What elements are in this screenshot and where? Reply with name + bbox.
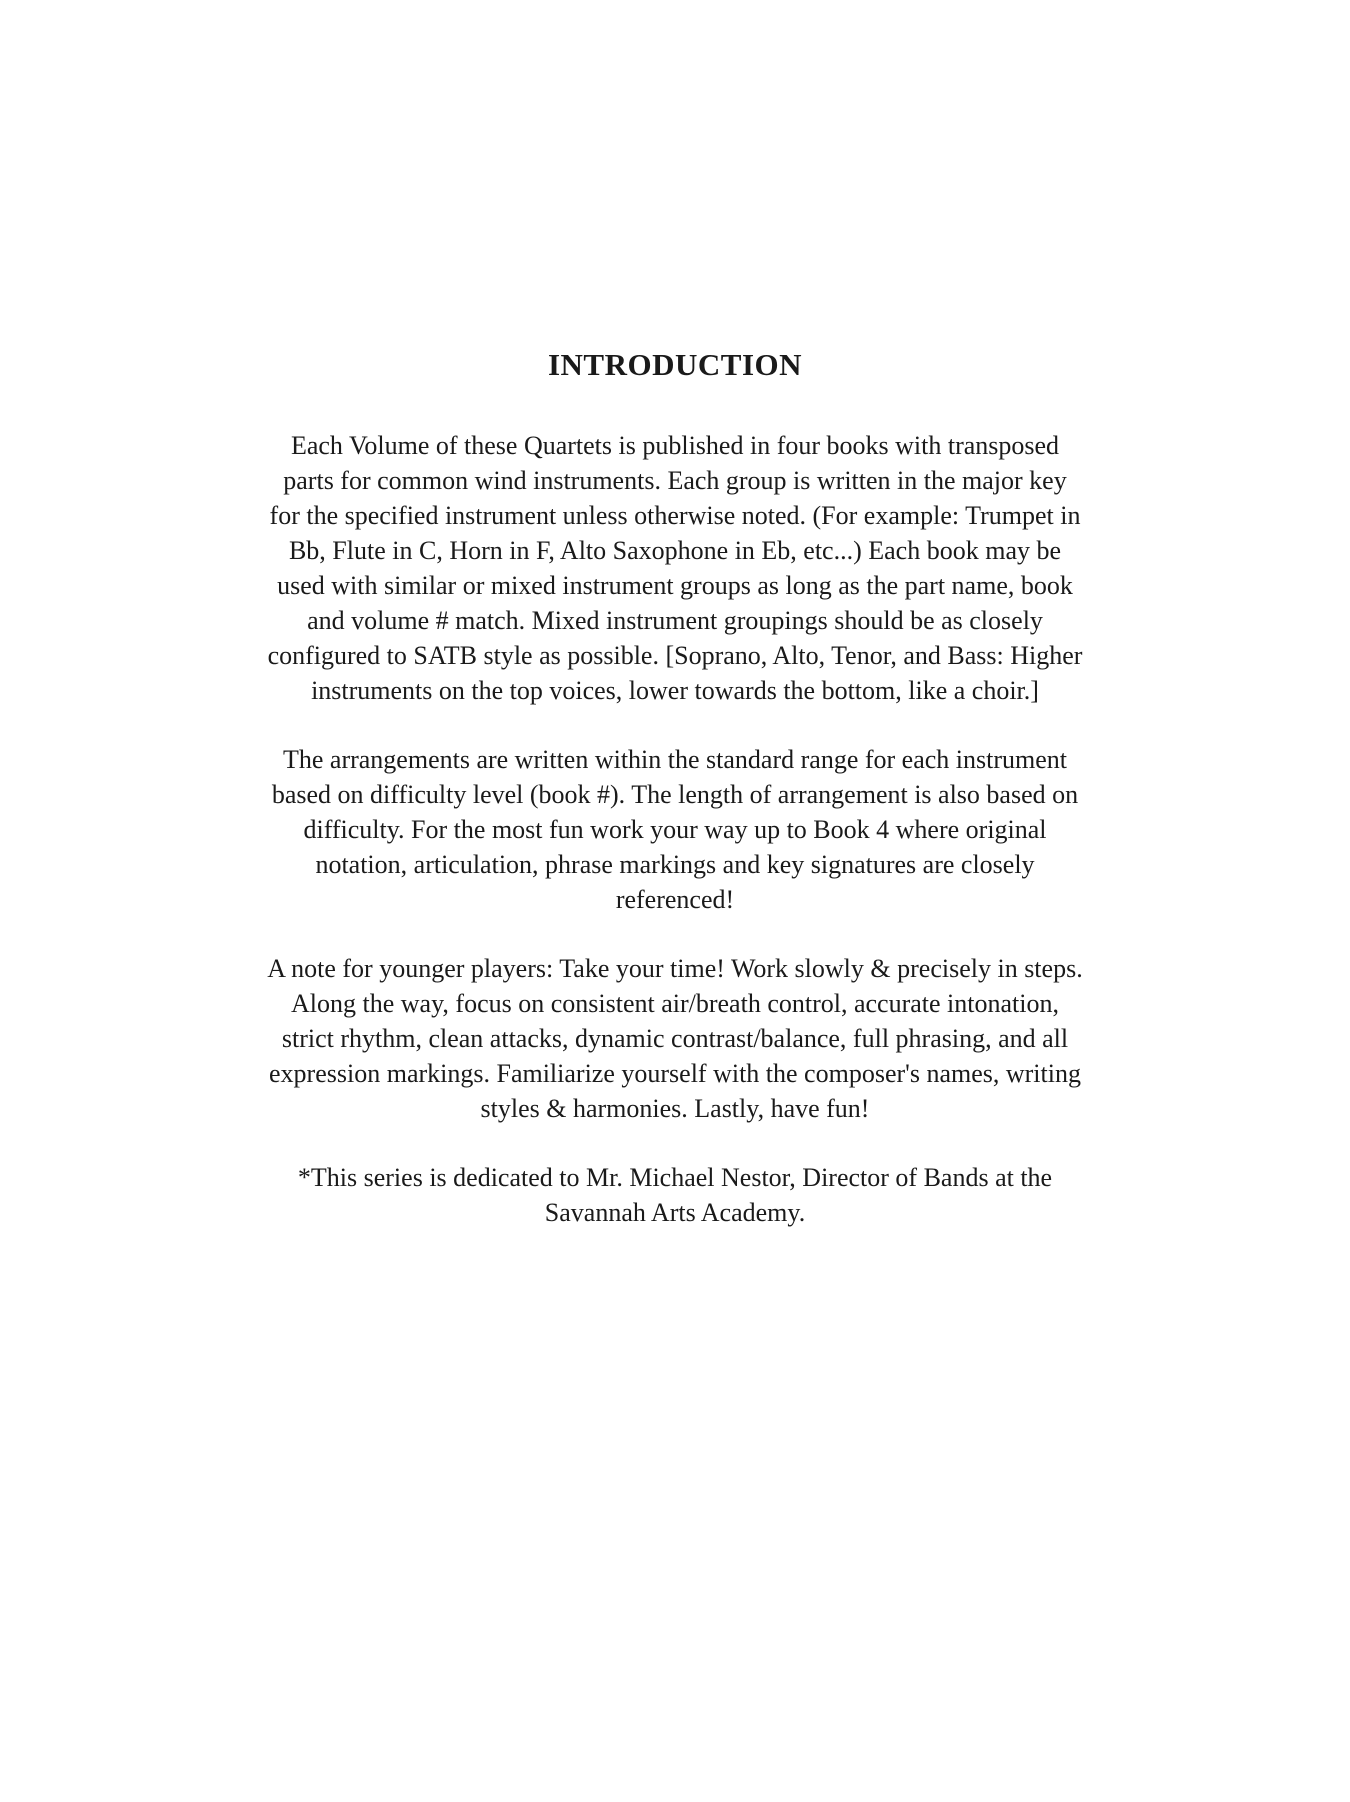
text-line: The arrangements are written within the standard range for each instrument xyxy=(282,745,1068,774)
text-line: *This series is dedicated to Mr. Michael Nestor, Director of Bands at the xyxy=(297,1163,1053,1192)
introduction-body xyxy=(175,428,1175,1264)
text-line: Bb, Flute in C, Horn in F, Alto Saxophone in Eb, etc...) Each book may be xyxy=(288,536,1062,565)
text-line: difficulty. For the most fun work your way up to Book 4 where original xyxy=(303,815,1047,844)
text-line: A note for younger players: Take your time! Work slowly & precisely in steps. xyxy=(267,954,1083,983)
text-line: Along the way, focus on consistent air/breath control, accurate intonation, xyxy=(291,989,1059,1018)
text-line: expression markings. Familiarize yourself with the composer's names, writing xyxy=(269,1059,1081,1088)
text-line: referenced! xyxy=(615,885,735,914)
paragraph-younger-players xyxy=(175,951,1175,1126)
text-line: styles & harmonies. Lastly, have fun! xyxy=(480,1094,870,1123)
text-line: instruments on the top voices, lower towards the bottom, like a choir.] xyxy=(311,676,1039,705)
text-line: based on difficulty level (book #). The length of arrangement is also based on xyxy=(271,780,1079,809)
text-line: Each Volume of these Quartets is published in four books with transposed xyxy=(290,431,1060,460)
paragraph-volumes xyxy=(175,428,1175,708)
paragraph-arrangements xyxy=(175,742,1175,917)
text-line: Savannah Arts Academy. xyxy=(544,1198,806,1227)
text-line: parts for common wind instruments. Each group is written in the major key xyxy=(283,466,1067,495)
text-line: and volume # match. Mixed instrument groupings should be as closely xyxy=(307,606,1043,635)
text-line: used with similar or mixed instrument groups as long as the part name, book xyxy=(277,571,1073,600)
paragraph-dedication xyxy=(175,1160,1175,1230)
text-line: configured to SATB style as possible. [Soprano, Alto, Tenor, and Bass: Higher xyxy=(267,641,1083,670)
text-line: notation, articulation, phrase markings and key signatures are closely xyxy=(315,850,1035,879)
text-line: for the specified instrument unless otherwise noted. (For example: Trumpet in xyxy=(269,501,1081,530)
text-line: strict rhythm, clean attacks, dynamic contrast/balance, full phrasing, and all xyxy=(281,1024,1069,1053)
page-title: INTRODUCTION xyxy=(547,347,803,382)
